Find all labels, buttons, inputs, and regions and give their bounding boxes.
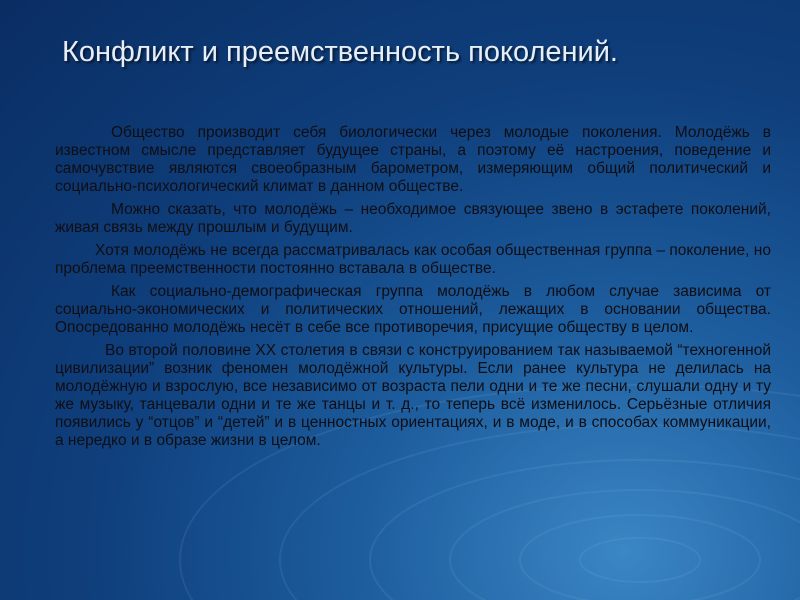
paragraph: Как социально-демографическая группа молодёжь в любом случае зависима от социально-экономических и политических отношений, лежащих в основании общества. Опосредованно молодёжь несёт в себе все противоречия, присущие обществу в целом.: [55, 283, 771, 336]
slide-body: [55, 124, 771, 455]
paragraph: Общество производит себя биологически через молодые поколения. Молодёжь в известном смысле представляет будущее страны, а поэтому её настроения, поведение и самочувствие являются своеобразным барометром, измеряющим общий политический и социально-психологический климат в данном обществе.: [55, 124, 771, 195]
paragraph: Хотя молодёжь не всегда рассматривалась как особая общественная группа – поколение, но проблема преемственности постоянно вставала в обществе.: [55, 242, 771, 277]
slide-title: Конфликт и преемственность поколений.: [62, 36, 618, 68]
paragraph: Можно сказать, что молодёжь – необходимое связующее звено в эстафете поколений, живая связь между прошлым и будущим.: [55, 201, 771, 236]
paragraph: Во второй половине XX столетия в связи с конструированием так называемой “техногенной цивилизации” возник феномен молодёжной культуры. Если ранее культура не делилась на молодёжную и взрослую, все независимо от возраста пели одни и те же песни, слушали одну и ту же музыку, танцевали одни и те же танцы и т. д., то теперь всё изменилось. Серьёзные отличия появились у “отцов” и “детей” и в ценностных ориентациях, и в моде, и в способах коммуникации, а нередко и в образе жизни в целом.: [55, 342, 771, 449]
